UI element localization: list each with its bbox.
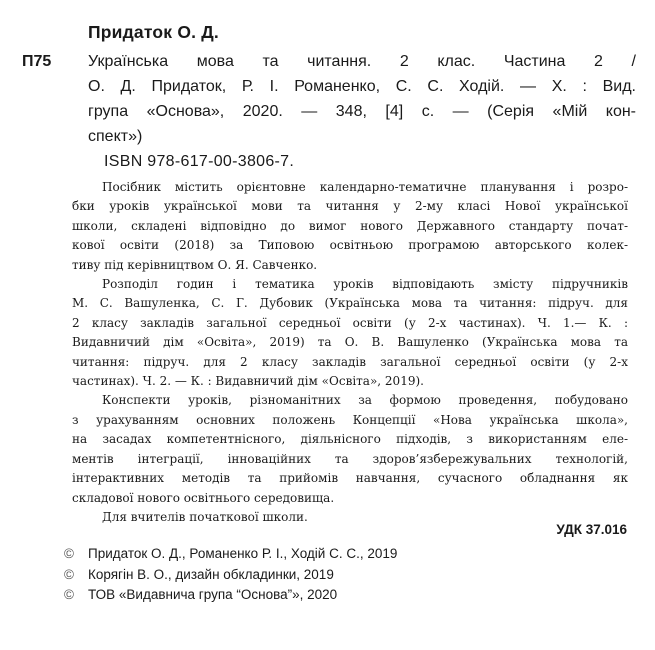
copyright-line [64, 544, 397, 565]
annotation-line: бки уроків української мови та читання у 2-му класі Нової української [72, 199, 628, 214]
annotation-line: кової освіти (2018) за Типовою освітньою програмою авторського колек- [72, 238, 628, 253]
annotation-line: 2 класу закладів загальної середньої освіти (у 2-х частинах). Ч. 1.— К. : [72, 315, 628, 330]
annotation-line: Для вчителів початкової школи. [102, 509, 308, 524]
annotation-line: ментів інтеграції, інноваційних та здоров’язбережувальних технологій, [72, 451, 628, 466]
annotation-line: Розподіл годин і тематика уроків відповідають змісту підручників [102, 277, 628, 292]
annotation-line: Посібник містить орієнтовне календарно-тематичне планування і розро- [102, 180, 628, 194]
annotation-line: М. С. Вашуленка, С. Г. Дубовик (Українська мова та читання: підруч. для [72, 296, 628, 311]
copyright-block [64, 544, 397, 606]
annotation-line: інтерактивних методів та прийомів навчання, сучасного обладнання як [72, 471, 628, 486]
annotation-line: частинах). Ч. 2. — К. : Видавничий дім «Освіта», 2019). [72, 374, 424, 389]
udk-code: УДК 37.016 [556, 522, 627, 537]
bibliographic-line: група «Основа», 2020. — 348, [4] с. — (Серія «Мій кон- [88, 103, 636, 120]
copyright-icon: © [64, 587, 74, 602]
annotation-line: читання: підруч. для 2 класу закладів загальної середньої освіти (у 2-х [72, 354, 628, 369]
annotation-line: школи, складені відповідно до вимог нового Державного стандарту почат- [72, 218, 628, 233]
copyright-text: ТОВ «Видавнича група “Основа”», 2020 [88, 587, 338, 602]
copyright-line [64, 565, 397, 586]
annotation-line: Конспекти уроків, різноманітних за формою проведення, побудовано [102, 393, 628, 408]
copyright-line [64, 585, 397, 606]
bibliographic-line: Українська мова та читання. 2 клас. Частина 2 / [88, 53, 636, 70]
author-heading: Придаток О. Д. [88, 22, 219, 42]
annotation-paragraph [72, 508, 628, 527]
bibliographic-line: О. Д. Придаток, Р. І. Романенко, С. С. Ходій. — Х. : Вид. [88, 78, 636, 95]
annotation-line: з урахуванням основних положень Концепції «Нова українська школа», [72, 412, 628, 427]
copyright-icon: © [64, 566, 74, 582]
bibliographic-line: спект») [88, 128, 143, 145]
annotation-line: складової нового освітнього середовища. [72, 490, 335, 505]
annotation-line: тиву під керівництвом О. Я. Савченко. [72, 257, 318, 272]
annotation-paragraph [72, 275, 628, 391]
copyright-text: Придаток О. Д., Романенко Р. І., Ходій С. С., 2019 [88, 546, 398, 561]
annotation-line: Видавничий дім «Освіта», 2019) та О. В. Вашуленко (Українська мова та [72, 335, 628, 350]
bibliographic-description [88, 49, 636, 149]
annotation-paragraph [72, 391, 628, 507]
copyright-icon: © [64, 546, 74, 561]
annotation-line: на засадах компетентнісного, діяльнісного підходів, з використанням еле- [72, 432, 628, 447]
annotation-paragraph [72, 178, 628, 275]
isbn-number: ISBN 978-617-00-3806-7. [104, 153, 295, 170]
classification-code: П75 [22, 53, 52, 70]
annotation [72, 178, 628, 527]
copyright-text: Корягін В. О., дизайн обкладинки, 2019 [88, 566, 334, 582]
